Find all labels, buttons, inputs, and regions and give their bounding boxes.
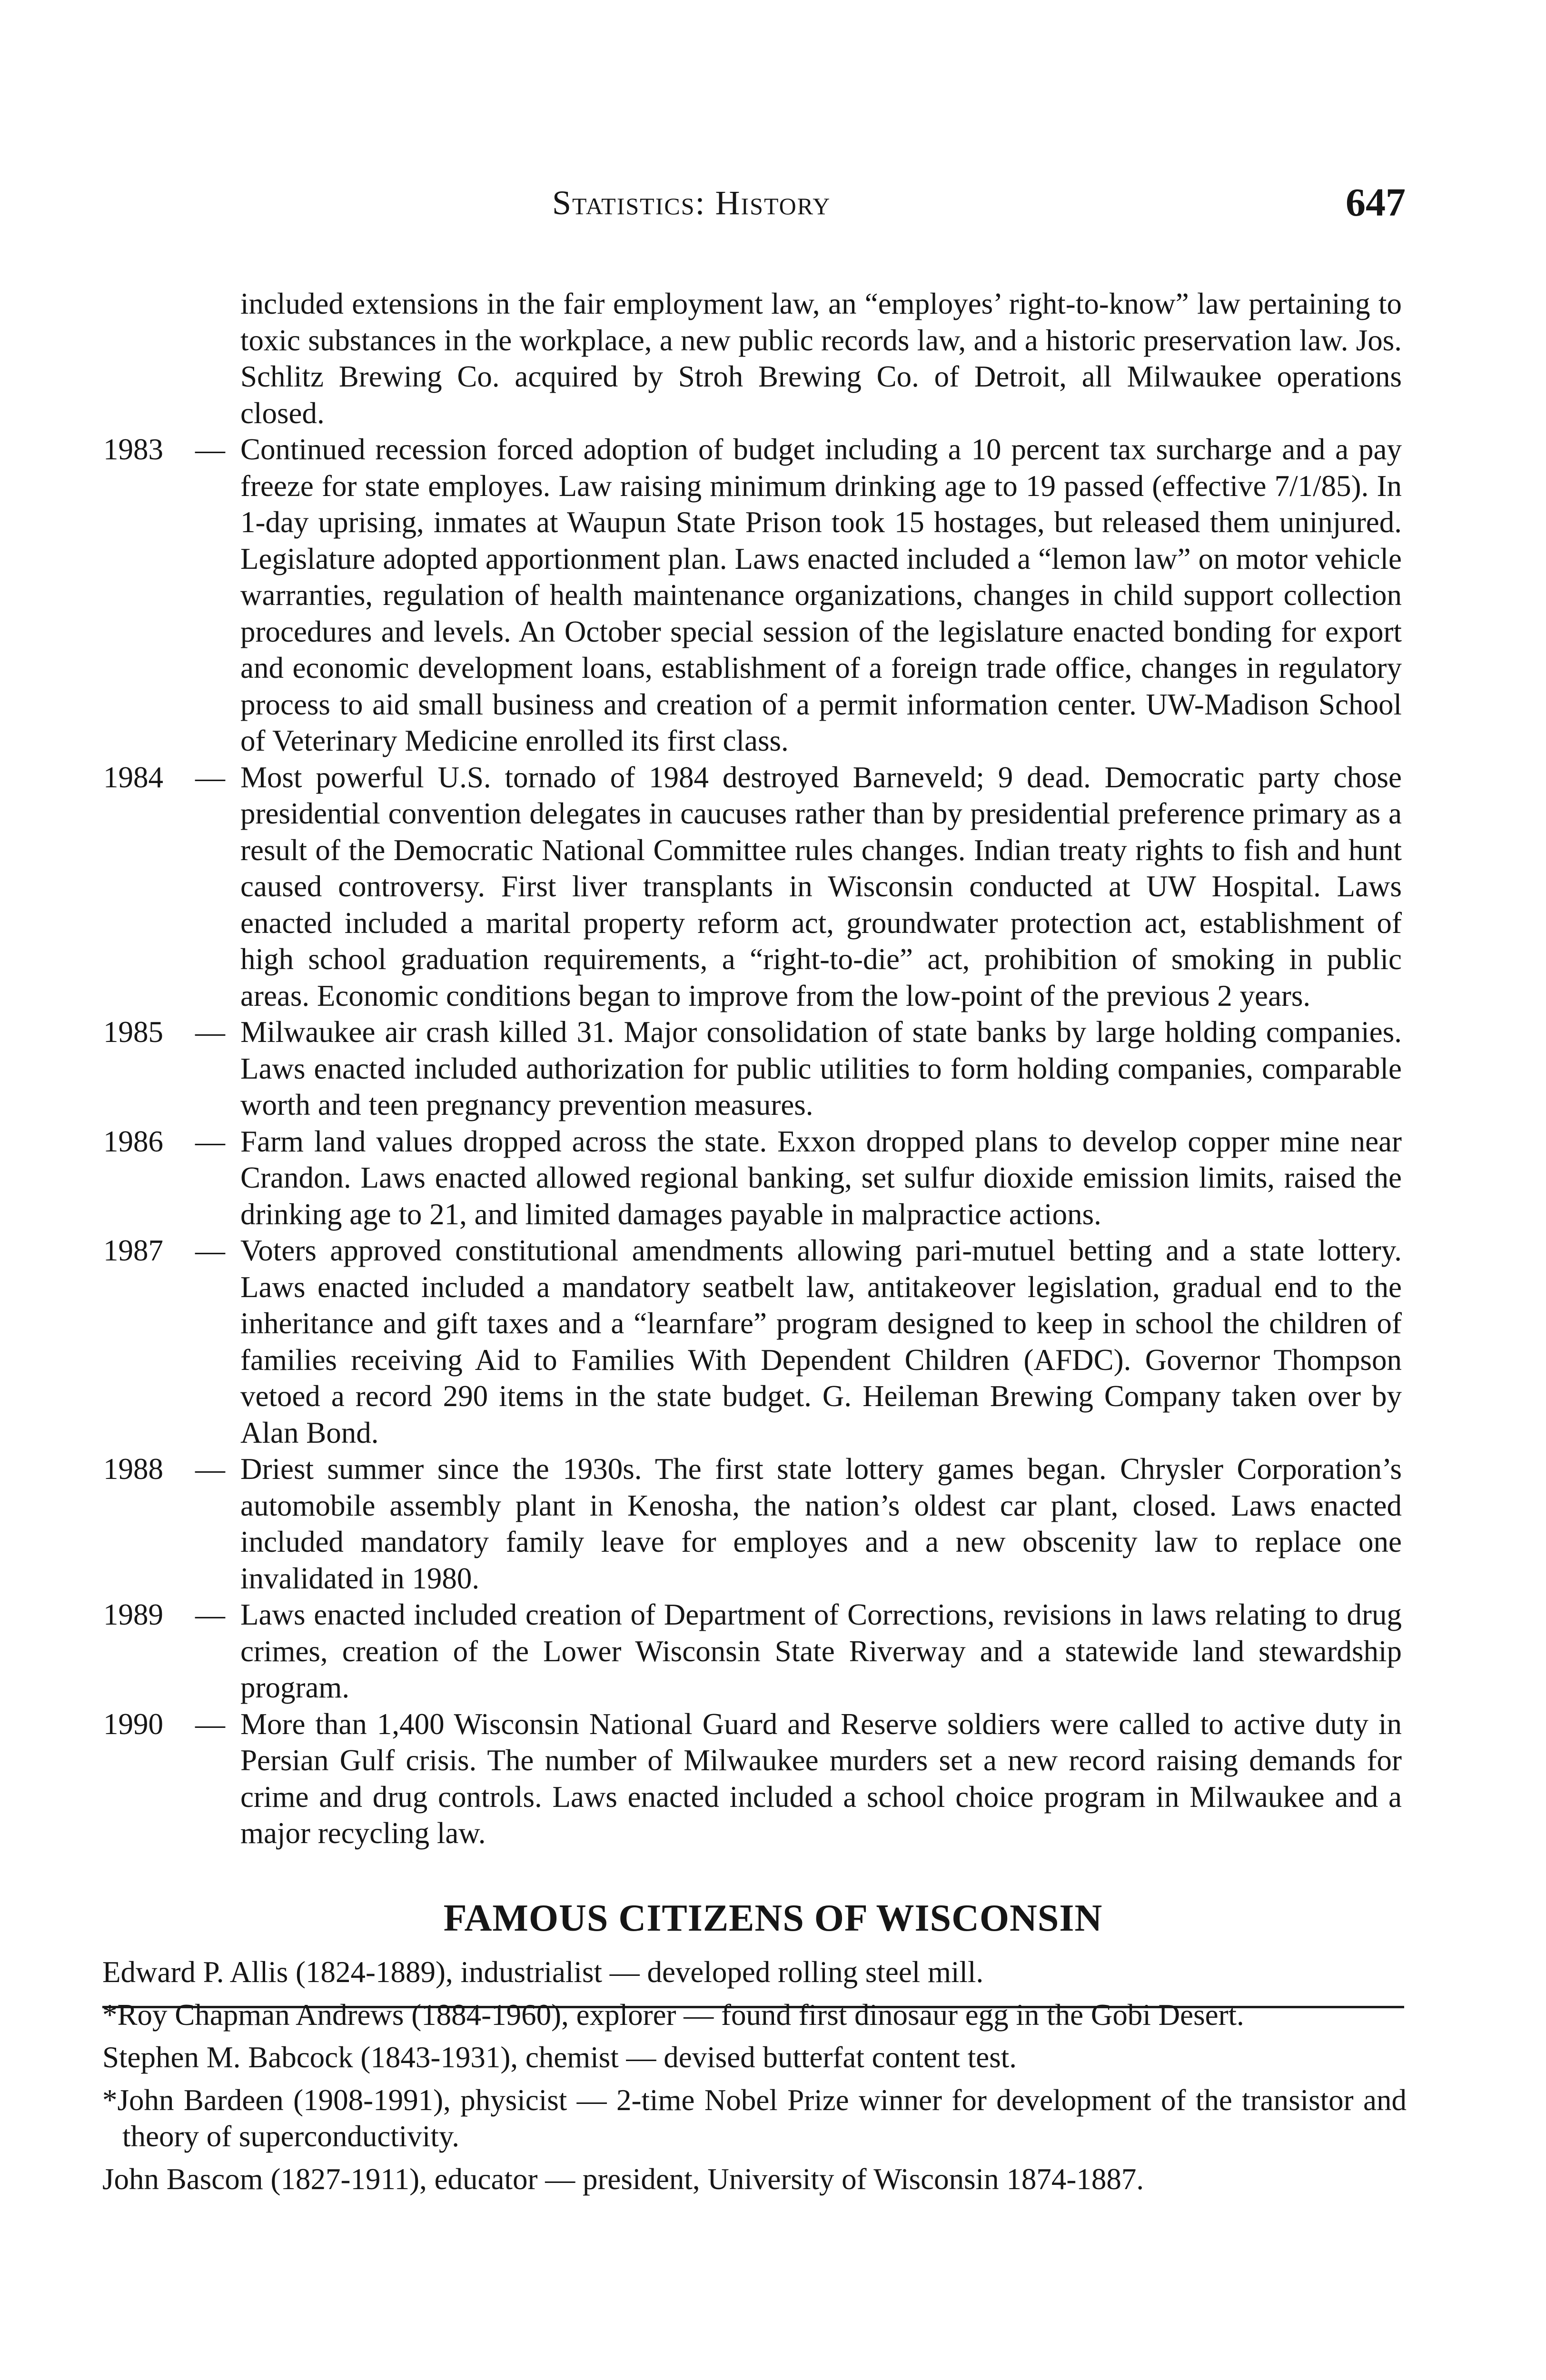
timeline-entry-1990: [103, 1706, 1402, 1852]
timeline-entry-1989: [103, 1597, 1402, 1706]
timeline-entry-text: included extensions in the fair employment law, an “employes’ right-to-know” law pertaining to toxic substances in the workplace, a new public records law, and a historic preservation law. Jos. Schlitz Brewing Co. acquired by Stroh Brewing Co. of Detroit, all Milwaukee operations closed.: [240, 287, 1402, 430]
timeline-entry-1983: [103, 431, 1402, 759]
timeline-dash: —: [195, 1452, 225, 1486]
citizen-entry: Edward P. Allis (1824-1889), industrialist — developed rolling steel mill.: [102, 1955, 984, 1989]
timeline-year: 1989: [103, 1598, 163, 1631]
timeline-entry-text: Laws enacted included creation of Department of Corrections, revisions in laws relating to drug crimes, creation of the Lower Wisconsin State Riverway and a statewide land stewardship program.: [240, 1598, 1402, 1704]
timeline-entry-text: Continued recession forced adoption of budget including a 10 percent tax surcharge and a pay freeze for state employes. Law raising minimum drinking age to 19 passed (effective 7/1/85). In 1-day uprising, inmates at Waupun State Prison took 15 hostages, but released them uninjured. Legislature adopted apportionment plan. Laws enacted included a “lemon law” on motor vehicle warranties, regulation of health maintenance organizations, changes in child support collection procedures and levels. An October special session of the legislature enacted bonding for export and economic development loans, establishment of a foreign trade office, changes in regulatory process to aid small business and creation of a permit information center. UW-Madison School of Veterinary Medicine enrolled its first class.: [240, 433, 1402, 757]
timeline-dash: —: [195, 1707, 225, 1741]
timeline-dash: —: [195, 1124, 225, 1158]
citizen-entry: *John Bardeen (1908-1991), physicist — 2-time Nobel Prize winner for development of the transistor and theory of superconductivity.: [102, 2083, 1407, 2153]
timeline-entry-text: Milwaukee air crash killed 31. Major consolidation of state banks by large holding companies. Laws enacted included authorization for public utilities to form holding companies, comparable worth and teen pregnancy prevention measures.: [240, 1015, 1402, 1121]
citizen-entry: *Roy Chapman Andrews (1884-1960), explorer — found first dinosaur egg in the Gobi Desert.: [102, 1998, 1244, 2032]
timeline-entry-text: Driest summer since the 1930s. The first state lottery games began. Chrysler Corporation’s automobile assembly plant in Kenosha, the nation’s oldest car plant, closed. Laws enacted included mandatory family leave for employes and a new obscenity law to replace one invalidated in 1980.: [240, 1452, 1402, 1595]
timeline-dash: —: [195, 760, 225, 794]
timeline-year: 1988: [103, 1452, 163, 1486]
famous-citizens-list: [102, 1954, 1407, 2203]
timeline-year: 1987: [103, 1234, 163, 1267]
timeline-entry-text: Voters approved constitutional amendments allowing pari-mutuel betting and a state lottery. Laws enacted included a mandatory seatbelt law, antitakeover legislation, gradual end to the inheritance and gift taxes and a “learnfare” program designed to keep in school the children of families receiving Aid to Families With Dependent Children (AFDC). Governor Thompson vetoed a record 290 items in the state budget. G. Heileman Brewing Company taken over by Alan Bond.: [240, 1234, 1402, 1449]
citizen-entry: John Bascom (1827-1911), educator — president, University of Wisconsin 1874-1887.: [102, 2162, 1144, 2196]
timeline-year: 1986: [103, 1124, 163, 1158]
timeline-entry-1987: [103, 1232, 1402, 1451]
timeline-entry-text: Farm land values dropped across the state. Exxon dropped plans to develop copper mine near Crandon. Laws enacted allowed regional banking, set sulfur dioxide emission limits, raised the drinking age to 21, and limited damages payable in malpractice actions.: [240, 1124, 1402, 1231]
timeline-year: 1983: [103, 433, 163, 466]
citizen-entry: Stephen M. Babcock (1843-1931), chemist — devised butterfat content test.: [102, 2041, 1017, 2074]
timeline-entry-text: Most powerful U.S. tornado of 1984 destroyed Barneveld; 9 dead. Democratic party chose presidential convention delegates in caucuses rather than by presidential preference primary as a result of the Democratic National Committee rules changes. Indian treaty rights to fish and hunt caused controversy. First liver transplants in Wisconsin conducted at UW Hospital. Laws enacted included a marital property reform act, groundwater protection act, establishment of high school graduation requirements, a “right-to-die” act, prohibition of smoking in public areas. Economic conditions began to improve from the low-point of the previous 2 years.: [240, 760, 1402, 1012]
running-title: Statistics: History: [552, 184, 831, 222]
page-number: 647: [1346, 180, 1406, 225]
timeline-dash: —: [195, 1598, 225, 1631]
timeline-year: 1984: [103, 760, 163, 794]
timeline-dash: —: [195, 433, 225, 466]
history-timeline: [0, 286, 1546, 1852]
running-header: [0, 180, 1546, 240]
timeline-entry: [240, 286, 1402, 431]
timeline-entry-1984: [103, 759, 1402, 1014]
timeline-entry-1988: [103, 1451, 1402, 1597]
timeline-year: 1985: [103, 1015, 163, 1049]
timeline-entry-1985: [103, 1014, 1402, 1123]
timeline-year: 1990: [103, 1707, 163, 1741]
section-title: FAMOUS CITIZENS OF WISCONSIN: [443, 1897, 1103, 1939]
timeline-dash: —: [195, 1015, 225, 1049]
timeline-entry-text: More than 1,400 Wisconsin National Guard and Reserve soldiers were called to active duty in Persian Gulf crisis. The number of Milwaukee murders set a new record raising demands for crime and drug controls. Laws enacted included a school choice program in Milwaukee and a major recycling law.: [240, 1707, 1402, 1850]
timeline-dash: —: [195, 1234, 225, 1267]
timeline-entry-1986: [103, 1123, 1402, 1233]
